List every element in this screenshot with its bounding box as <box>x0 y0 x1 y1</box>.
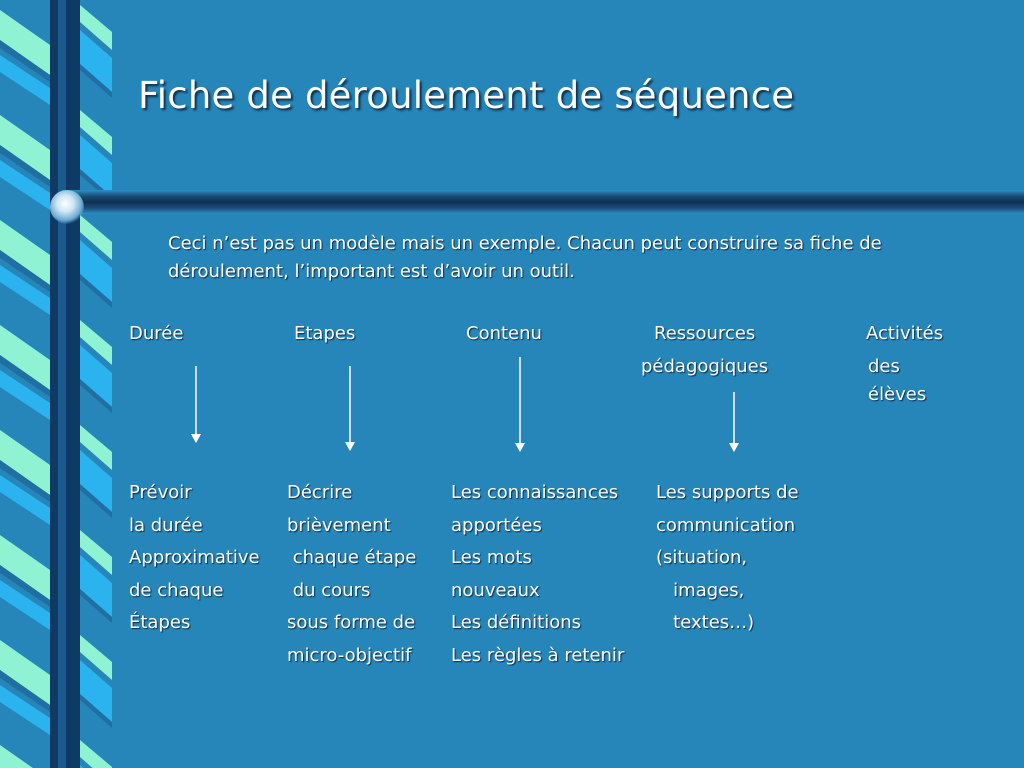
etapes-line: du cours <box>287 579 371 601</box>
arrow-down-icon <box>343 366 357 452</box>
contenu-line: Les mots <box>451 547 532 568</box>
etapes-line: brièvement <box>287 514 391 536</box>
arrow-down-icon <box>727 392 741 453</box>
arrow-down-icon <box>513 357 527 453</box>
contenu-line: Les connaissances <box>451 482 619 503</box>
contenu-line: Les règles à retenir <box>451 644 625 666</box>
ressources-line: Les supports de <box>656 482 799 503</box>
contenu-line: nouveaux <box>451 579 540 601</box>
contenu-line: apportées <box>451 514 542 536</box>
column-contenu <box>451 477 624 672</box>
header-activites-line2: des <box>868 356 900 377</box>
ressources-line: (situation, <box>656 547 748 568</box>
header-duree: Durée <box>129 323 184 344</box>
column-etapes <box>287 477 416 672</box>
duree-line: Approximative <box>129 547 260 568</box>
ressources-line: images, <box>656 579 745 601</box>
header-etapes: Etapes <box>294 323 356 344</box>
header-ressources-line2: pédagogiques <box>641 356 769 377</box>
ressources-line: communication <box>656 514 796 536</box>
column-ressources <box>656 477 799 640</box>
arrow-down-icon <box>189 366 203 444</box>
duree-line: Étapes <box>129 612 191 633</box>
duree-line: Prévoir <box>129 482 192 503</box>
ressources-line: textes…) <box>656 612 755 633</box>
duree-line: la durée <box>129 514 203 536</box>
duree-line: de chaque <box>129 579 224 601</box>
slide-title: Fiche de déroulement de séquence <box>138 74 795 117</box>
intro-text: Ceci n’est pas un modèle mais un exemple. Chacun peut construire sa fiche de déroulement, l’important est d’avoir un outil. <box>168 233 882 282</box>
header-ressources-line1: Ressources <box>654 323 756 344</box>
etapes-line: micro-objectif <box>287 644 412 666</box>
column-duree <box>129 477 260 640</box>
header-contenu: Contenu <box>466 323 542 344</box>
horizontal-rule-bar <box>62 190 1024 214</box>
contenu-line: Les définitions <box>451 612 581 633</box>
header-activites-line1: Activités <box>866 323 944 344</box>
rule-knob-highlight <box>50 190 84 224</box>
header-activites-line3: élèves <box>868 384 927 405</box>
etapes-line: chaque étape <box>287 547 417 568</box>
etapes-line: sous forme de <box>287 612 416 633</box>
etapes-line: Décrire <box>287 482 353 503</box>
ribbon-decoration <box>0 0 115 768</box>
